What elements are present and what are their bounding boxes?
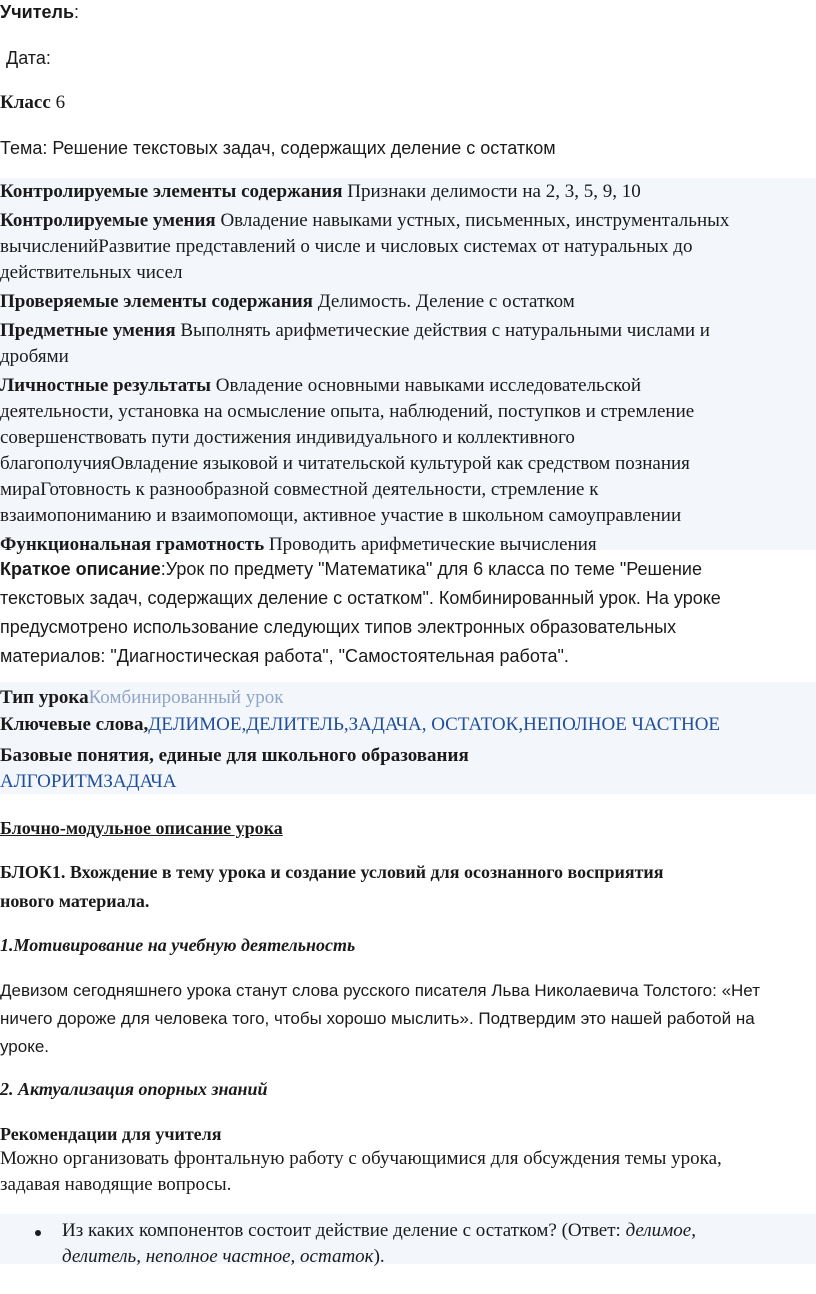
personal-results-line4: благополучияОвладение языковой и читательской культурой как средством познания [0,453,690,474]
lesson-type: Тип урокаКомбинированный урок [0,687,284,708]
topic-line: Тема: Решение текстовых задач, содержащих деление с остатком [0,138,556,158]
block-modular-heading: Блочно-модульное описание урока [0,818,283,838]
personal-results-line6: взаимопониманию и взаимопомощи, активное участие в школьном самоуправлении [0,505,682,526]
bullet-line1: Из каких компонентов состоит действие деление с остатком? (Ответ: делимое, [62,1220,696,1241]
short-description-line2: текстовых задач, содержащих деление с остатком". Комбинированный урок. На уроке [0,588,721,608]
lesson-type-value: Комбинированный урок [88,687,284,708]
class-value: 6 [55,92,66,113]
base-concepts-value: АЛГОРИТМЗАДАЧА [0,771,177,792]
controlled-skills-line3: действительных чисел [0,262,183,283]
controlled-skills-line2: вычисленийРазвитие представлений о числе и числовых системах от натуральных до [0,236,693,257]
checked-elements: Проверяемые элементы содержания Делимость. Деление с остатком [0,291,575,312]
block1-heading-line1: БЛОК1. Вхождение в тему урока и создание условий для осознанного восприятия [0,862,664,882]
short-description-line4: материалов: "Диагностическая работа", "Самостоятельная работа". [0,646,569,666]
controlled-elements: Контролируемые элементы содержания Признаки делимости на 2, 3, 5, 9, 10 [0,181,641,202]
bullet-dot-icon [35,1230,41,1236]
keywords: Ключевые слова,ДЕЛИМОЕ,ДЕЛИТЕЛЬ,ЗАДАЧА, ОСТАТОК,НЕПОЛНОЕ ЧАСТНОЕ [0,714,721,735]
motto-line3: уроке. [0,1037,50,1056]
teacher-label: Учитель [0,2,75,22]
block1-heading-line2: нового материала. [0,891,150,911]
recommendations-heading: Рекомендации для учителя [0,1124,222,1144]
teacher-line: Учитель: [0,2,80,22]
short-description: Краткое описание:Урок по предмету "Математика" для 6 класса по теме "Решение [0,559,702,579]
recommendations-line2: задавая наводящие вопросы. [0,1174,232,1195]
functional-literacy: Функциональная грамотность Проводить арифметические вычисления [0,534,597,555]
personal-results-line3: совершенствовать пути достижения индивидуального и коллективного [0,427,575,448]
personal-results: Личностные результаты Овладение основными навыками исследовательской [0,375,642,396]
motto-line2: ничего дороже для человека того, чтобы хорошо мыслить». Подтвердим это нашей работой на [0,1009,755,1028]
recommendations-line1: Можно организовать фронтальную работу с обучающимися для обсуждения темы урока, [0,1148,722,1169]
class-line: Класс 6 [0,92,66,113]
motivation-heading: 1.Мотивирование на учебную деятельность [0,935,356,955]
base-concepts: Базовые понятия, единые для школьного образования [0,745,469,766]
subject-skills: Предметные умения Выполнять арифметические действия с натуральными числами и [0,320,710,341]
personal-results-line2: деятельности, установка на осмысление опыта, наблюдений, поступков и стремление [0,401,695,422]
controlled-skills: Контролируемые умения Овладение навыками устных, письменных, инструментальных [0,210,730,231]
date-line: Дата: [6,48,51,68]
keywords-value: ДЕЛИМОЕ,ДЕЛИТЕЛЬ,ЗАДАЧА, ОСТАТОК,НЕПОЛНОЕ ЧАСТНОЕ [148,714,721,735]
bullet-line2: делитель, неполное частное, остаток). [62,1246,385,1267]
short-description-line3: предусмотрено использование следующих типов электронных образовательных [0,617,677,637]
actualization-heading: 2. Актуализация опорных знаний [0,1079,268,1099]
motto-line1: Девизом сегодняшнего урока станут слова русского писателя Льва Николаевича Толстого: «Нет [0,981,760,1000]
personal-results-line5: мираГотовность к разнообразной совместной деятельности, стремление к [0,479,599,500]
subject-skills-line2: дробями [0,346,69,367]
